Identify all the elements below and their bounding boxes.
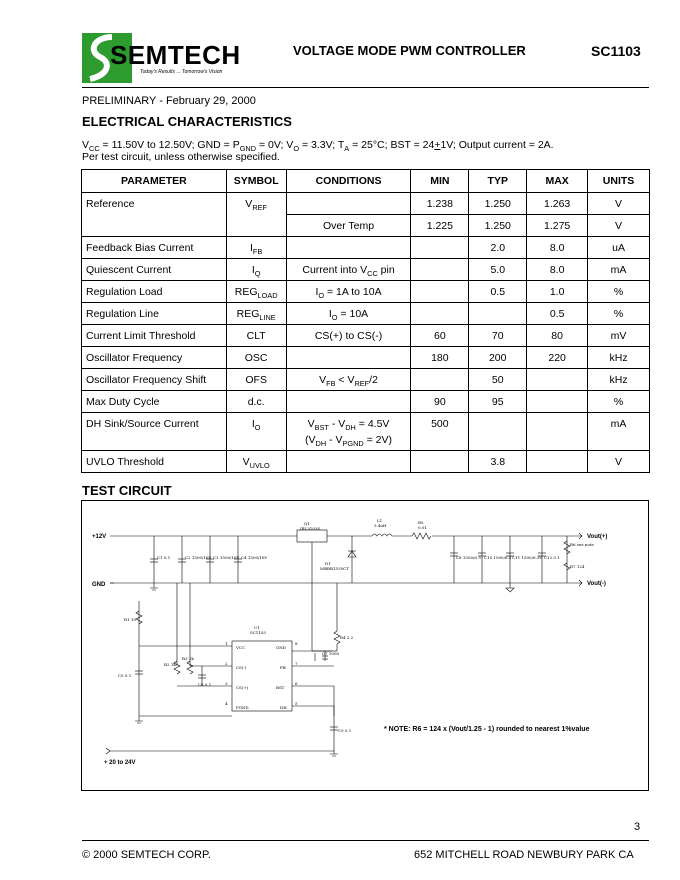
min-cell: 60 bbox=[411, 325, 469, 347]
units-cell: kHz bbox=[588, 347, 650, 369]
table-row bbox=[82, 325, 650, 347]
pin-label: DH bbox=[280, 705, 287, 710]
pin-number: 8 bbox=[295, 641, 298, 646]
typ-cell: 5.0 bbox=[469, 259, 527, 281]
units-cell: uA bbox=[588, 237, 650, 259]
q1-label: Q1 bbox=[304, 521, 310, 526]
copyright: © 2000 SEMTECH CORP. bbox=[82, 849, 211, 861]
cap-label: C2 1500/16V bbox=[185, 555, 212, 560]
symbol-cell: OSC bbox=[226, 347, 286, 369]
typ-cell: 0.5 bbox=[469, 281, 527, 303]
cap-label: C7 1000 bbox=[322, 651, 340, 656]
max-cell: 1.275 bbox=[527, 215, 588, 237]
min-cell bbox=[411, 259, 469, 281]
pin-label: VCC bbox=[236, 645, 246, 650]
param-cell: UVLO Threshold bbox=[82, 451, 227, 473]
circuit-note: * NOTE: R6 = 124 x (Vout/1.25 - 1) rounded to nearest 1%value bbox=[384, 726, 590, 733]
cond-cell: $V_{BST} - V_{DH} = 4.5V$ $(V_{DH} - V_{PGND} = 2V)$ bbox=[286, 413, 411, 451]
min-cell: 90 bbox=[411, 391, 469, 413]
pin-number: 7 bbox=[295, 661, 298, 666]
typ-cell: 1.250 bbox=[469, 215, 527, 237]
table-row bbox=[82, 303, 650, 325]
brand-tagline: Today's Results ... Tomorrow's Vision bbox=[140, 69, 223, 75]
symbol-cell: $REG_{LOAD}$ bbox=[226, 281, 286, 303]
pin-number: 2 bbox=[225, 661, 228, 666]
cap-label: C4 1500/16V bbox=[241, 555, 268, 560]
column-header: MAX bbox=[527, 170, 588, 193]
min-cell bbox=[411, 451, 469, 473]
max-cell bbox=[527, 369, 588, 391]
pin-number: 4 bbox=[225, 701, 228, 706]
typ-cell: 95 bbox=[469, 391, 527, 413]
electrical-characteristics-table bbox=[81, 169, 650, 473]
typ-cell: 1.250 bbox=[469, 193, 527, 215]
vout-neg-label: Vout(-) bbox=[587, 581, 606, 587]
cond-cell bbox=[286, 347, 411, 369]
pin-label: FB bbox=[280, 665, 286, 670]
r5-value: 0.01 bbox=[418, 525, 427, 530]
min-cell bbox=[411, 281, 469, 303]
max-cell: 1.263 bbox=[527, 193, 588, 215]
min-cell: 500 bbox=[411, 413, 469, 451]
l1-value: 3.4uH bbox=[374, 523, 387, 528]
footer-divider bbox=[82, 840, 649, 841]
column-header: UNITS bbox=[588, 170, 650, 193]
preliminary-date: PRELIMINARY - February 29, 2000 bbox=[82, 95, 256, 107]
table-row bbox=[82, 413, 650, 451]
units-cell: kHz bbox=[588, 369, 650, 391]
min-cell bbox=[411, 237, 469, 259]
cond-cell bbox=[286, 237, 411, 259]
param-cell: Regulation Line bbox=[82, 303, 227, 325]
pin-number: 5 bbox=[295, 701, 298, 706]
typ-cell: 50 bbox=[469, 369, 527, 391]
typ-cell: 200 bbox=[469, 347, 527, 369]
units-cell: V bbox=[588, 193, 650, 215]
l1-label: L1 bbox=[377, 518, 383, 523]
max-cell: 1.0 bbox=[527, 281, 588, 303]
cap-label: C9 0.1 bbox=[338, 728, 352, 733]
symbol-cell: $V_{REF}$ bbox=[226, 193, 286, 237]
cap-label: C3 1500/16V bbox=[213, 555, 240, 560]
page-number: 3 bbox=[634, 821, 641, 833]
cond-cell bbox=[286, 451, 411, 473]
table-row bbox=[82, 391, 650, 413]
pin-label: CS(+) bbox=[236, 685, 249, 690]
min-cell: 1.225 bbox=[411, 215, 469, 237]
cond-cell: Current into $V_{CC}$ pin bbox=[286, 259, 411, 281]
table-row bbox=[82, 369, 650, 391]
u1-part: SC1103 bbox=[250, 630, 266, 635]
resistor-label: R6 see note bbox=[570, 542, 594, 547]
pin-label: CS(-) bbox=[236, 665, 247, 670]
cond-cell: $V_{FB} < V_{REF}/2$ bbox=[286, 369, 411, 391]
min-cell: 180 bbox=[411, 347, 469, 369]
pin-number: 1 bbox=[225, 641, 228, 646]
min-cell: 1.238 bbox=[411, 193, 469, 215]
company-address: 652 MITCHELL ROAD NEWBURY PARK CA bbox=[414, 849, 634, 861]
param-cell: Oscillator Frequency bbox=[82, 347, 227, 369]
param-cell: DH Sink/Source Current bbox=[82, 413, 227, 451]
cap-label: C10 1500/6.3 bbox=[484, 555, 512, 560]
d1-part: MBRB1535CT bbox=[320, 566, 349, 571]
table-row bbox=[82, 237, 650, 259]
d1-label: D1 bbox=[325, 561, 331, 566]
vin-label: + 20 to 24V bbox=[104, 760, 136, 766]
document-title: VOLTAGE MODE PWM CONTROLLER bbox=[293, 43, 526, 58]
units-cell: % bbox=[588, 391, 650, 413]
test-circuit-frame bbox=[81, 500, 649, 791]
units-cell: mA bbox=[588, 413, 650, 451]
pin-label: GND bbox=[276, 645, 286, 650]
pin-label: BST bbox=[276, 685, 285, 690]
resistor-label: R7 124 bbox=[570, 564, 585, 569]
cap-label: C6 0.1 bbox=[198, 682, 212, 687]
symbol-cell: $REG_{LINE}$ bbox=[226, 303, 286, 325]
table-row bbox=[82, 259, 650, 281]
max-cell: 80 bbox=[527, 325, 588, 347]
resistor-label: R4 2.2 bbox=[340, 635, 354, 640]
v12-label: +12V bbox=[92, 534, 107, 540]
pin-label: PGND bbox=[236, 705, 249, 710]
table-row bbox=[82, 347, 650, 369]
units-cell: mA bbox=[588, 259, 650, 281]
symbol-cell: d.c. bbox=[226, 391, 286, 413]
max-cell: 220 bbox=[527, 347, 588, 369]
max-cell: 8.0 bbox=[527, 237, 588, 259]
column-header: MIN bbox=[411, 170, 469, 193]
column-header: CONDITIONS bbox=[286, 170, 411, 193]
cond-cell bbox=[286, 193, 411, 215]
cap-label: C8 1500/6.3 bbox=[456, 555, 481, 560]
column-header: SYMBOL bbox=[226, 170, 286, 193]
units-cell: V bbox=[588, 451, 650, 473]
resistor-label: R3 1k bbox=[182, 656, 194, 661]
cond-cell bbox=[286, 391, 411, 413]
part-number: SC1103 bbox=[591, 43, 641, 59]
param-cell: Current Limit Threshold bbox=[82, 325, 227, 347]
param-cell: Max Duty Cycle bbox=[82, 391, 227, 413]
header-divider bbox=[82, 87, 649, 88]
param-cell: Quiescent Current bbox=[82, 259, 227, 281]
cond-cell: Over Temp bbox=[286, 215, 411, 237]
symbol-cell: $V_{UVLO}$ bbox=[226, 451, 286, 473]
cap-label: C12 0.1 bbox=[544, 555, 560, 560]
gnd-label: GND bbox=[92, 582, 106, 588]
symbol-cell: $I_Q$ bbox=[226, 259, 286, 281]
column-header: TYP bbox=[469, 170, 527, 193]
symbol-cell: CLT bbox=[226, 325, 286, 347]
symbol-cell: $I_O$ bbox=[226, 413, 286, 451]
column-header: PARAMETER bbox=[82, 170, 227, 193]
table-row bbox=[82, 451, 650, 473]
cap-label: C5 0.1 bbox=[118, 673, 132, 678]
min-cell bbox=[411, 369, 469, 391]
units-cell: % bbox=[588, 303, 650, 325]
max-cell: 0.5 bbox=[527, 303, 588, 325]
units-cell: % bbox=[588, 281, 650, 303]
cond-cell: $I_O = 1A$ to 10A bbox=[286, 281, 411, 303]
symbol-cell: OFS bbox=[226, 369, 286, 391]
symbol-cell: $I_{FB}$ bbox=[226, 237, 286, 259]
vout-pos-label: Vout(+) bbox=[587, 534, 608, 540]
param-cell: Oscillator Frequency Shift bbox=[82, 369, 227, 391]
param-cell: Reference bbox=[82, 193, 227, 237]
min-cell bbox=[411, 303, 469, 325]
param-cell: Feedback Bias Current bbox=[82, 237, 227, 259]
max-cell bbox=[527, 413, 588, 451]
units-cell: V bbox=[588, 215, 650, 237]
cap-label: C1 0.1 bbox=[157, 555, 171, 560]
cond-cell: CS(+) to CS(-) bbox=[286, 325, 411, 347]
cond-cell: $I_O = 10A$ bbox=[286, 303, 411, 325]
table-header-row bbox=[82, 170, 650, 193]
typ-cell bbox=[469, 303, 527, 325]
pin-number: 3 bbox=[225, 681, 228, 686]
table-row bbox=[82, 193, 650, 215]
test-conditions-note: Per test circuit, unless otherwise specified. bbox=[82, 151, 280, 163]
brand-name: SEMTECH bbox=[110, 40, 241, 70]
test-circuit-schematic bbox=[82, 501, 648, 790]
max-cell: 8.0 bbox=[527, 259, 588, 281]
cap-label: C11 1500/6.3V bbox=[512, 555, 543, 560]
pin-number: 6 bbox=[295, 681, 298, 686]
max-cell bbox=[527, 451, 588, 473]
typ-cell: 3.8 bbox=[469, 451, 527, 473]
typ-cell: 70 bbox=[469, 325, 527, 347]
typ-cell: 2.0 bbox=[469, 237, 527, 259]
param-cell: Regulation Load bbox=[82, 281, 227, 303]
resistor-label: R2 1k bbox=[164, 662, 176, 667]
section-title: ELECTRICAL CHARACTERISTICS bbox=[82, 114, 292, 129]
test-conditions: $V_{CC} = 11.50V$ to 12.50V; GND = $P_{GND} = 0V$; $V_O = 3.3V$; $T_A = 25^\circ C$; BST = 24+1V; Output current = 2A. bbox=[82, 139, 554, 154]
test-circuit-title: TEST CIRCUIT bbox=[82, 483, 172, 498]
q1-part: IRL3103S bbox=[300, 526, 321, 531]
table-row bbox=[82, 281, 650, 303]
u1-label: U1 bbox=[254, 625, 260, 630]
resistor-label: R1 10 bbox=[124, 617, 136, 622]
units-cell: mV bbox=[588, 325, 650, 347]
max-cell bbox=[527, 391, 588, 413]
typ-cell bbox=[469, 413, 527, 451]
r5-label: R5 bbox=[418, 520, 424, 525]
